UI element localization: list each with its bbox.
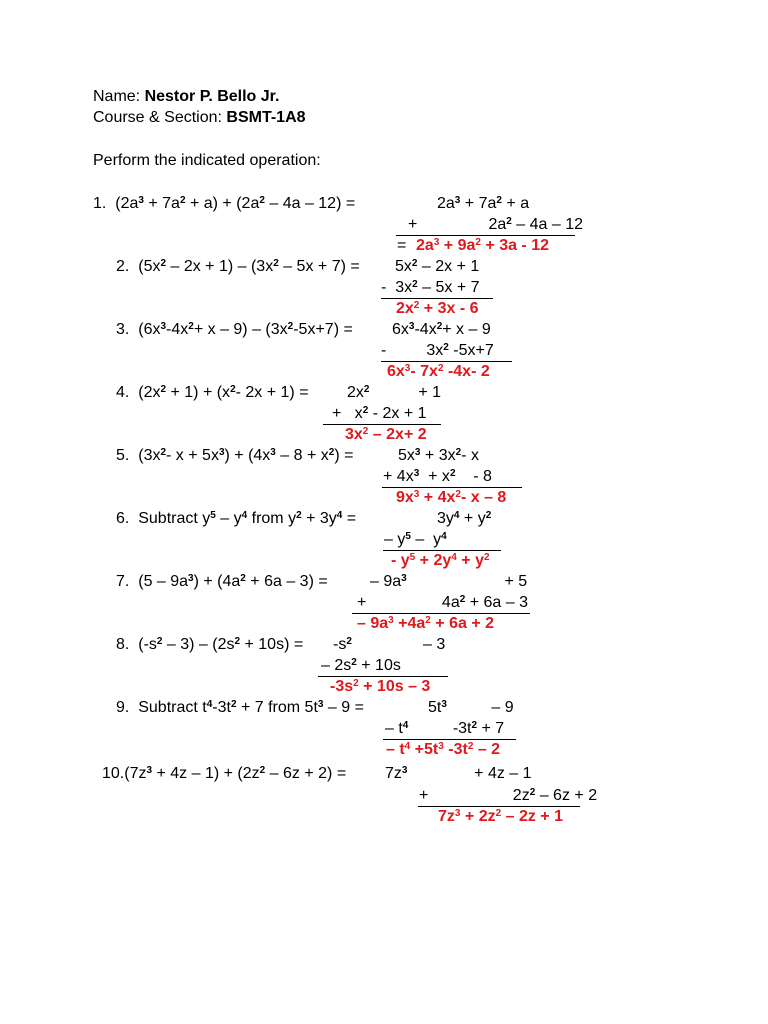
problem-10-work-2: + $2z^2 - 6z + 2$ <box>419 787 598 804</box>
problem-7: 7. $(5 - 9a^3) + (4a^2 + 6a - 3)$ = <box>116 573 328 590</box>
problem-9-work-2: – $t^4$ $-3t^2 + 7$ <box>385 720 505 737</box>
problem-6: 6. Subtract $y^5 - y^4$ from $y^2 + 3y^4$ = <box>116 510 357 527</box>
problem-1-work-2: + $2a^2 - 4a - 12$ <box>408 216 583 233</box>
problem-5-answer: $9x^3 + 4x^2-$ x – 8 <box>396 489 507 506</box>
problem-5: 5. ($3x^2-$ $x + 5x^3) + (4x^3 - 8 + x^2)$ = <box>116 447 354 464</box>
problem-4: 4. $(2x^2 + 1) + (x^2-$ 2x + 1) = <box>116 384 309 401</box>
instruction: Perform the indicated operation: <box>93 152 321 169</box>
problem-5-work-2: + $4x^3 + x^2$ - 8 <box>383 468 492 485</box>
problem-10-answer: $7z^3 + 2z^2 - 2z + 1$ <box>438 808 563 825</box>
problem-6-answer: - $y^5 + 2y^4 + y^2$ <box>391 552 490 569</box>
problem-1-answer-prefix: = <box>397 237 407 254</box>
problem-4-work-1: $2x^2$ + 1 <box>347 384 442 401</box>
problem-3: 3. $(6x^3-4x^2+ x - 9) - (3x^2-5x+7)$ = <box>116 321 353 338</box>
problem-8-answer: $-3s^2 + 10s - 3$ <box>330 678 431 695</box>
problem-9-answer: – $t^4 +5t^3$ $-3t^2 - 2$ <box>386 741 501 758</box>
problem-8-work-1: $-s^2$ – 3 <box>333 636 446 653</box>
course-label: Course & Section: <box>93 109 227 126</box>
problem-7-work-2: + $4a^2 + 6a - 3$ <box>357 594 528 611</box>
problem-8-work-2: – $2s^2 + 10s$ <box>321 657 401 674</box>
name-line <box>93 87 279 106</box>
problem-5-work-1: $5x^3 + 3x^2-$ x <box>398 447 479 464</box>
problem-1-work-1: $2a^3 + 7a^2 + a$ <box>437 195 530 212</box>
problem-9-work-1: $5t^3$ – 9 <box>428 699 514 716</box>
problem-3-work-1: $6x^3-4x^2+ x - 9$ <box>392 321 491 338</box>
problem-2: 2. $(5x^2 - 2x + 1) - (3x^2 - 5x + 7)$ = <box>116 258 360 275</box>
student-name: Nestor P. Bello Jr. <box>144 88 280 105</box>
problem-3-answer: $6x^3-$ $7x^2$ -4x- 2 <box>387 363 490 380</box>
problem-10-work-1: $7z^3$ + 4z – 1 <box>385 765 532 782</box>
problem-7-work-1: – $9a^3$ + 5 <box>370 573 528 590</box>
problem-8: 8. $(-s^2 - 3) - (2s^2 + 10s)$ = <box>116 636 304 653</box>
problem-6-work-2: – $y^5 - y^4$ <box>384 531 447 548</box>
problem-2-answer: $2x^2 + 3x - 6$ <box>396 300 479 317</box>
problem-10: $10.(7z^3 + 4z - 1) + (2z^2 - 6z + 2)$ = <box>102 765 347 782</box>
problem-1-answer: $2a^3 + 9a^2 + 3a - 12$ <box>416 237 549 254</box>
name-label: Name: <box>93 88 145 105</box>
course-line <box>93 108 306 127</box>
problem-3-work-2: - $3x^2$ -5x+7 <box>381 342 494 359</box>
problem-9: 9. Subtract $t^4-3t^2 + 7$ from $5t^3 - 9$ = <box>116 699 364 716</box>
problem-4-answer: $3x^2 - 2x+ 2$ <box>345 426 427 443</box>
problem-6-work-1: $3y^4 + y^2$ <box>437 510 492 527</box>
problem-1: 1. $(2a^3 + 7a^2 + a) + (2a^2 - 4a - 12)$ = <box>93 195 356 212</box>
problem-2-work-2: - $3x^2 - 5x + 7$ <box>381 279 480 296</box>
problem-2-work-1: $5x^2 - 2x + 1$ <box>395 258 480 275</box>
problem-7-answer: – $9a^3 +4a^2 + 6a + 2$ <box>357 615 495 632</box>
course-section: BSMT-1A8 <box>226 109 306 126</box>
problem-4-work-2: + $x^2 - 2x + 1$ <box>332 405 427 422</box>
